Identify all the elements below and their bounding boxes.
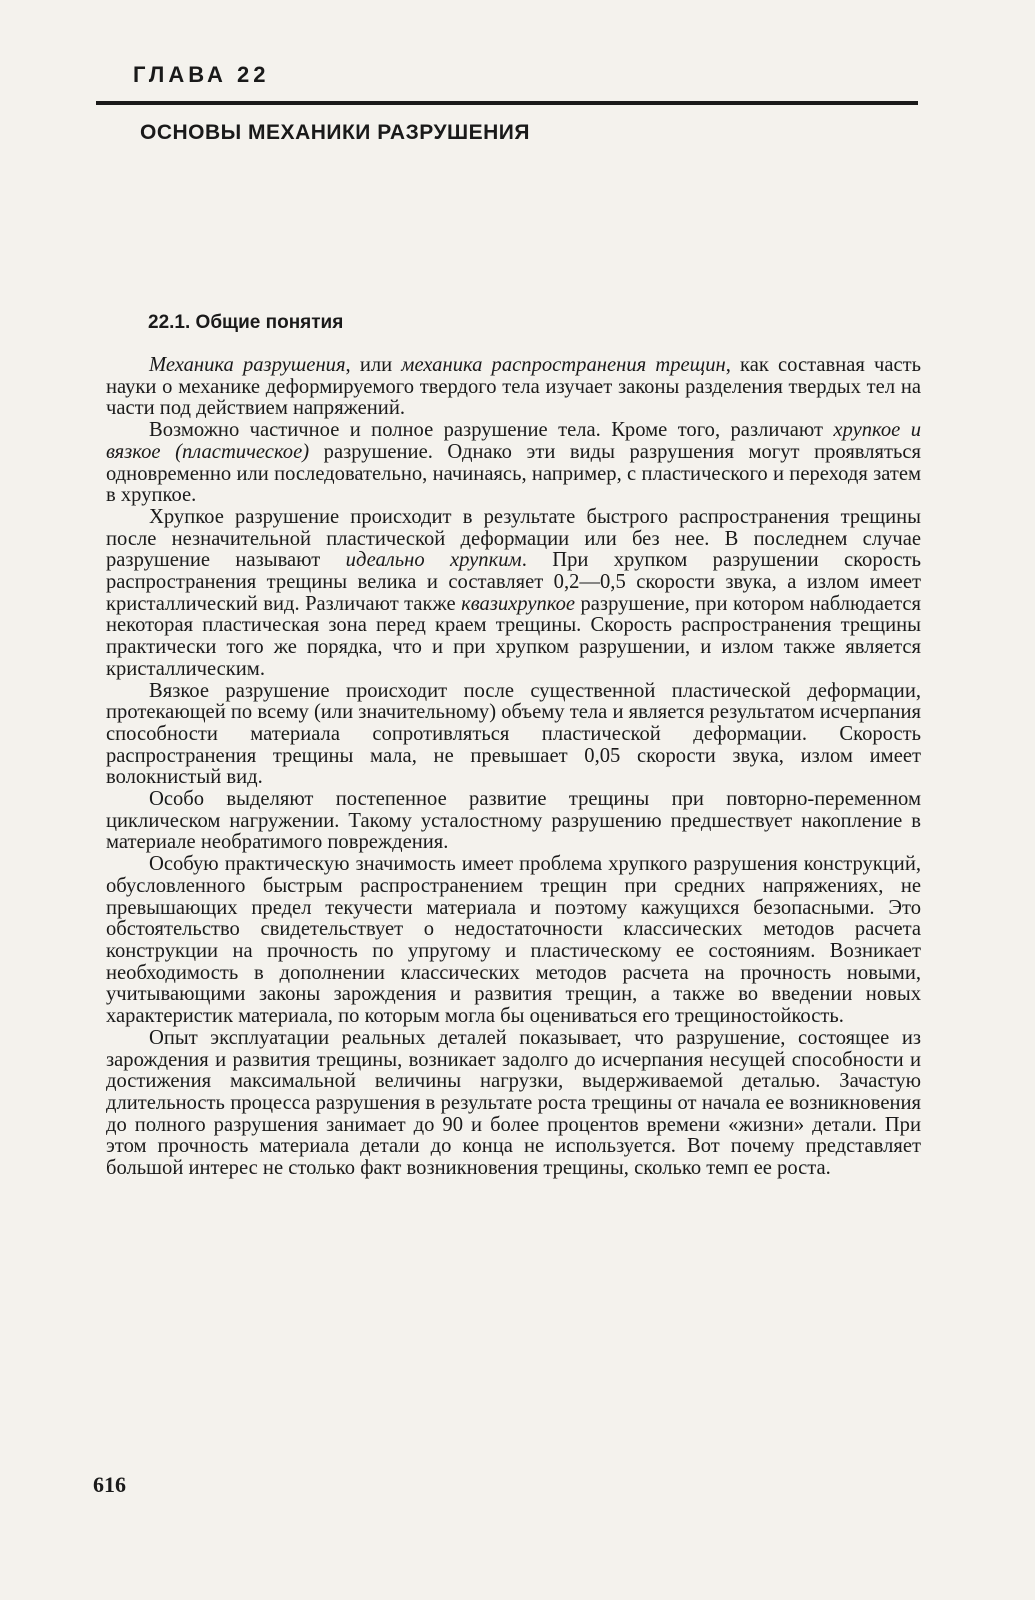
paragraph-1 <box>106 355 921 420</box>
term-crack-propagation: механика распространения трещин <box>401 354 726 376</box>
text-run: разрушение. Однако эти виды разрушения могут проявляться одновременно или последовательно, начинаясь, например, с пластического и переходя затем в хрупкое. <box>106 440 921 507</box>
text-run: разрушение, при котором наблюдается некоторая пластическая зона перед краем трещины. Скорость распространения трещины практически того же порядка, что и при хрупком разрушении, и излом также является кристаллическим. <box>106 592 921 680</box>
paragraph-3 <box>106 507 921 681</box>
text-run: , или <box>345 354 402 376</box>
chapter-label: ГЛАВА 22 <box>133 62 270 87</box>
body-text <box>106 355 921 1180</box>
paragraph-2 <box>106 420 921 507</box>
paragraph-6 <box>106 854 921 1028</box>
text-run: Особую практическую значимость имеет проблема хрупкого разрушения конструкций, обусловленного быстрым распространением трещин при средних напряжениях, не превышающих предел текучести материала и поэтому кажущихся безопасными. Это обстоятельство свидетельствует о недостаточности классических методов расчета конструкции на прочность по упругому и пластическому ее состояниям. Возникает необходимость в дополнении классических методов расчета на прочность новыми, учитывающими законы зарождения и развития трещин, а также во введении новых характеристик материала, по которым могла бы оцениваться его трещиностойкость. <box>106 853 921 1028</box>
paragraph-7 <box>106 1028 921 1180</box>
text-run: Вязкое разрушение происходит после существенной пластической деформации, протекающей по всему (или значительному) объему тела и является результатом исчерпания способности материала сопротивляться пластической деформации. Скорость распространения трещины мала, не превышает 0,05 скорости звука, излом имеет волокнистый вид. <box>106 679 921 789</box>
text-run: , как составная часть науки о механике деформируемого твердого тела изучает законы разделения твердых тел на части под действием напряжений. <box>106 354 922 420</box>
text-run: Хрупкое разрушение происходит в результате быстрого распространения трещины после незначительной пластической деформации или без нее. В последнем случае разрушение называют <box>106 505 921 572</box>
text-run: Опыт эксплуатации реальных деталей показывает, что разрушение, состоящее из зарождения и развития трещины, возникает задолго до исчерпания несущей способности и достижения максимальной величины нагрузки, выдерживаемой деталью. Зачастую длительность процесса разрушения в результате роста трещины от начала ее возникновения до полного разрушения занимает до 90 и более процентов времени «жизни» детали. При этом прочность материала детали до конца не используется. Вот почему представляет большой интерес не столько факт возникновения трещины, сколько темп ее роста. <box>106 1026 921 1180</box>
term-fracture-mechanics: Механика разрушения <box>149 354 346 376</box>
chapter-title: ОСНОВЫ МЕХАНИКИ РАЗРУШЕНИЯ <box>140 121 530 144</box>
text-run: Возможно частичное и полное разрушение тела. Кроме того, различают <box>149 419 834 442</box>
paragraph-4 <box>106 681 921 790</box>
paragraph-5 <box>106 789 921 854</box>
text-run: Особо выделяют постепенное развитие трещины при повторно-переменном циклическом нагружении. Такому усталостному разрушению предшествует накопление в материале необратимого повреждения. <box>106 788 921 854</box>
term-brittle-ductile: хрупкое и вязкое (пластическое) <box>106 419 921 463</box>
page-number: 616 <box>93 1472 126 1497</box>
text-run: . При хрупком разрушении скорость распространения трещины велика и составляет 0,2—0,5 скорости звука, а излом имеет кристаллический вид. Различают также <box>106 549 921 615</box>
term-quasi-brittle: квазихрупкое <box>461 592 576 615</box>
section-title: 22.1. Общие понятия <box>148 312 344 333</box>
term-ideally-brittle: идеально хрупким <box>345 549 522 572</box>
header-rule <box>96 101 918 105</box>
